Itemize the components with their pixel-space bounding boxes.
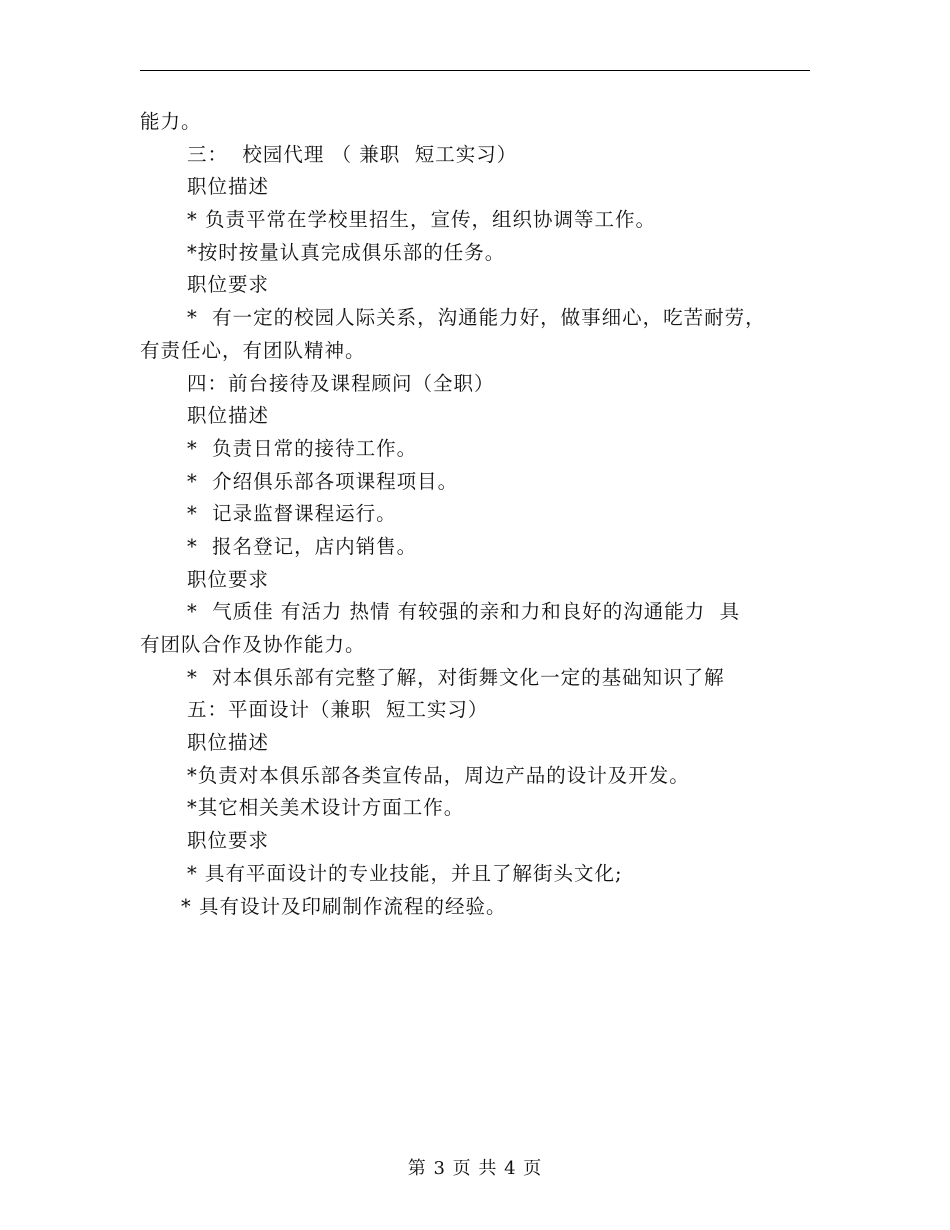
text-line: 有责任心，有团队精神。 [140,338,366,362]
section-heading: 五：平面设计（兼职 短工实习） [187,698,489,722]
subheading: 职位要求 [187,273,270,297]
bullet-item: * 对本俱乐部有完整了解，对街舞文化一定的基础知识了解 [187,665,725,689]
bullet-item: * 记录监督课程运行。 [187,502,397,526]
bullet-item: * 介绍俱乐部各项课程项目。 [187,469,459,493]
subheading: 职位要求 [187,567,270,591]
bullet-item: * 负责日常的接待工作。 [187,436,418,460]
section-heading: 三： 校园代理 （ 兼职 短工实习） [187,142,518,166]
document-body [140,106,810,923]
bullet-item: *其它相关美术设计方面工作。 [187,796,465,820]
subheading: 职位要求 [187,829,270,853]
bullet-item: * 气质佳 有活力 热情 有较强的亲和力和良好的沟通能力 具 [187,600,741,624]
bullet-item: * 有一定的校园人际关系，沟通能力好，做事细心，吃苦耐劳， [187,306,766,330]
section-heading: 四：前台接待及课程顾问（全职） [187,371,495,395]
subheading: 职位描述 [187,404,270,428]
text-line: 能力。 [140,110,202,133]
bullet-item: *按时按量认真完成俱乐部的任务。 [187,240,506,264]
subheading: 职位描述 [187,175,270,199]
header-rule [140,70,810,71]
bullet-item: * 具有设计及印刷制作流程的经验。 [181,894,507,918]
bullet-item: * 具有平面设计的专业技能，并且了解街头文化; [187,861,623,885]
bullet-item: *负责对本俱乐部各类宣传品，周边产品的设计及开发。 [187,763,690,787]
bullet-item: * 负责平常在学校里招生，宣传，组织协调等工作。 [187,208,656,232]
text-line: 有团队合作及协作能力。 [140,633,366,656]
subheading: 职位描述 [187,731,270,755]
bullet-item: * 报名登记，店内销售。 [187,534,418,558]
page-number: 第 3 页 共 4 页 [407,1158,543,1179]
